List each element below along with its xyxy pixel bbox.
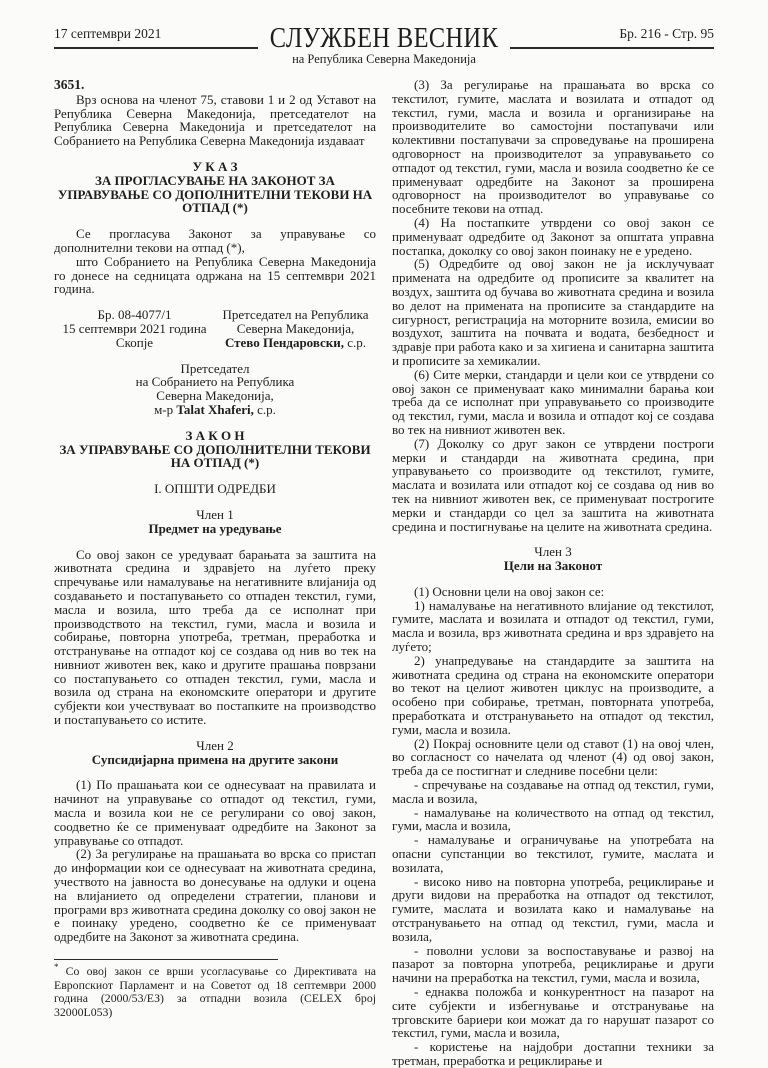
speaker-block [54,362,376,417]
law-heading: З А К О Н [185,427,245,443]
footnote [54,962,376,1019]
president-name: Стево Пендаровски, [224,334,345,350]
signature-block [54,308,376,349]
president-title-1: Претседател на Република [222,307,369,323]
enacting-clause: Врз основа на членот 75, ставови 1 и 2 од Уставот на Република Северна Македонија, претседателот на Република Северна Македонија и претседателот на Собранието на Република Северна Македонија издаваат [54,91,376,149]
bullet-item-1: - спречување на создавање на отпад од текстил, гуми, масла и возила, [392,777,714,806]
article-2-paragraph-2: (2) За регулирање на прашањата во врска со пристап до информации кои се однесуваат на животната средина, учеството на јавноста во донесување на одлуки и оцена на влијанието од определени стратегии, планови и програми врз животната средина доколку со овој закон не е поинаку уредено, соодветно ќе се применуваат одредбите на Законот за животната средина. [54,846,376,945]
document-columns [54,78,714,1068]
article-3-paragraph-2: (2) Покрај основните цели од ставот (1) на овој член, во согласност со начелата од членот (4) од овој закон, треба да се постигнат и следниве посебни цели: [392,735,714,779]
footnote-marker: * [54,962,59,973]
decree-heading: У К А З [192,158,238,174]
president-signature [215,336,376,350]
decree-heading-block [54,160,376,215]
law-paragraph-3: (3) За регулирање на прашањата во врска со текстилот, гумите, маслата и возилата и отпадот од текстил, гуми, масла и возила и организирање на производителите во самостојни постапувачи или колективни постапувачи за спроведување на проширена одговорност на производителот за управувањето со отпадот од текстил, гуми, масла и возила соодветно ќе се применуваат одредбите на Законот за проширена одговорност на производителот во управување со посебните текови на отпад. [392,77,714,217]
speaker-title-2: на Собранието на Република [135,374,295,390]
bullet-item-7: - користење на најдобри достапни техники за третман, преработка и рециклирање и [392,1039,714,1068]
bullet-item-2: - намалување на количеството на отпад од текстил, гуми, масла и возила, [392,804,714,834]
president-block [215,308,376,349]
article-1-heading [54,508,376,536]
section-heading: I. ОПШТИ ОДРЕДБИ [154,481,276,497]
article-2-paragraph-1: (1) По прашањата кои се однесуваат на правилата и начинот на управување со отпадот од текстил, гуми, масла и возила кои не се регулирани со овој закон, соодветно ќе се применуваат одредбите на Законот за управување со отпадот. [54,777,376,848]
issue-number: Бр. 216 - Стр. 95 [619,26,714,41]
decree-paragraph-2: што Собранието на Република Северна Македонија го донесе на седницата одржана на 15 септември 2021 година. [54,253,376,297]
footnote-block [54,959,376,1019]
issue-date: 17 септември 2021 [54,26,162,41]
header-left-rule [54,26,258,49]
law-paragraph-7: (7) Доколку со друг закон се утврдени построги мерки и стандарди на животната средина, при управувањето со производите од текстилот, гумите, маслата и возилата или отпадот кој се создава од нив во тек на нивниот животен век, се применуваат построгите мерки и стандарди со цел за заштита на животната средина и постигнување на целите на животната средина. [392,435,714,534]
masthead-subtitle: на Република Северна Македонија [292,52,476,66]
article-1-title: Предмет на уредување [148,520,282,536]
goal-item-1: 1) намалување на негативното влијание од текстилот, гумите, маслата и возилата и отпадот од текстил, гуми, масла и возила, врз животната средина и врз здравјето на луѓето; [392,597,714,655]
decree-paragraph-1: Се прогласува Законот за управување со дополнителни текови на отпад (*), [54,226,376,255]
article-3-number: Член 3 [534,544,572,560]
president-title-2: Северна Македонија, [236,320,355,336]
speaker-sr: с.р. [253,401,276,417]
decree-title: ЗА ПРОГЛАСУВАЊЕ НА ЗАКОНОТ ЗА УПРАВУВАЊЕ СО ДОПОЛНИТЕЛНИ ТЕКОВИ НА ОТПАД (*) [57,172,373,216]
goal-item-2: 2) унапредување на стандардите за заштита на животната средина од страна на економските оператори во текот на целиот животен циклус на производите, а особено при собирање, третман, повторната употреба, преработката и отстранувањето на отпадот од текстил, гуми, масла и возила. [392,652,714,737]
law-heading-block [54,429,376,470]
article-1-text: Со овој закон се уредуваат барањата за заштита на животната средина и здравјето на луѓето преку спречување или намалување на негативните влијанија од создавањето и постапувањето со отпаден текстил, гуми, масла и возила, што треба да се исполнат при производството на текстил, гуми, масла и возила и собирање, повторна употреба, третман, преработка и отстранување на отпадот кој се создава од нив во тек на нивниот животен век, како и другите прашања поврзани со постапувањето со отпаден текстил, гуми, масла и возила од страна на економските оператори и другите субјекти кои учествуваат во постапките на производство и постапувањето со истите. [54,546,376,728]
reference-date: 15 септември 2021 година [62,320,207,336]
law-paragraph-5: (5) Одредбите од овој закон не ја исклучуваат примената на одредбите од прописите за квалитет на воздух, заштита од бучава во животната средина и возила во делот на примената на прописите за стандардите на сигурност, регистрација на моторните возила, емисии во воздухот, заштита на почвата и водата, безбедност и здравје при работа како и за хигиена и санитарна заштита и прописите за хемикалии. [392,256,714,368]
section-heading-block [54,482,376,496]
speaker-name: Talat Xhaferi, [176,401,254,417]
header-right-rule [510,26,714,49]
article-1-number: Член 1 [196,506,234,522]
act-number: 3651. [54,77,85,92]
reference-place: Скопје [115,334,154,350]
speaker-title-3: Северна Македонија, [156,388,274,404]
bullet-item-6: - еднаква положба и конкурентност на пазарот на сите субјекти и избегнување и отстранување на трговските бариери кои можат да го нарушат пазарот со текстил, гуми, масла и возила, [392,984,714,1041]
gazette-header [54,22,714,54]
president-sr: с.р. [344,334,367,350]
masthead-title: СЛУЖБЕН ВЕСНИК [269,22,499,54]
law-paragraph-6: (6) Сите мерки, стандарди и цели кои се утврдени со овој закон се применуваат како минимални барања кои треба да се исполнат при управувањето со производите од текстил, гуми, масла и возила и отпадот кој се создава во тек на нивниот животен век. [392,366,714,437]
bullet-item-5: - поволни услови за воспоставување и развој на пазарот за повторна употреба, рециклирање и други начини на преработка на текстил, гуми, масла и возила, [392,942,714,986]
footnote-rule [54,959,278,960]
law-title: ЗА УПРАВУВАЊЕ СО ДОПОЛНИТЕЛНИ ТЕКОВИ НА ОТПАД (*) [59,441,371,471]
article-3-heading [392,545,714,573]
speaker-title-1: Претседател [180,360,250,376]
article-2-heading [54,739,376,767]
article-3-title: Цели на Законот [503,558,603,574]
reference-number: Бр. 08-4077/1 [97,307,172,323]
reference-block [54,308,215,349]
article-2-title: Супсидијарна примена на другите закони [91,751,339,767]
right-column [392,78,714,1068]
left-column [54,78,376,1068]
speaker-signature [54,403,376,417]
article-3-paragraph-1: (1) Основни цели на овој закон се: [414,583,605,599]
law-paragraph-4: (4) На постапките утврдени со овој закон се применуваат одредбите од Законот за општата управна постапка, доколку со овој закон поинаку не е уредено. [392,214,714,258]
footnote-text: Со овој закон се врши усогласување со Директивата на Европскиот Парламент и на Советот од 18 септември 2000 година (2000/53/ЕЗ) за отпадни возила (CELEX број 32000L053) [54,964,376,1019]
bullet-item-4: - високо ниво на повторна употреба, рециклирање и други видови на преработка на отпадот од текстилот, гумите, маслата и возилата како и намалување на отстранувањето на отпад од текстил, гуми, масла и возила, [392,873,714,944]
bullet-item-3: - намалување и ограничување на употребата на опасни супстанции во текстилот, гумите, маслата и возилата, [392,832,714,875]
speaker-name-prefix: м-р [154,401,177,417]
article-2-number: Член 2 [196,737,234,753]
